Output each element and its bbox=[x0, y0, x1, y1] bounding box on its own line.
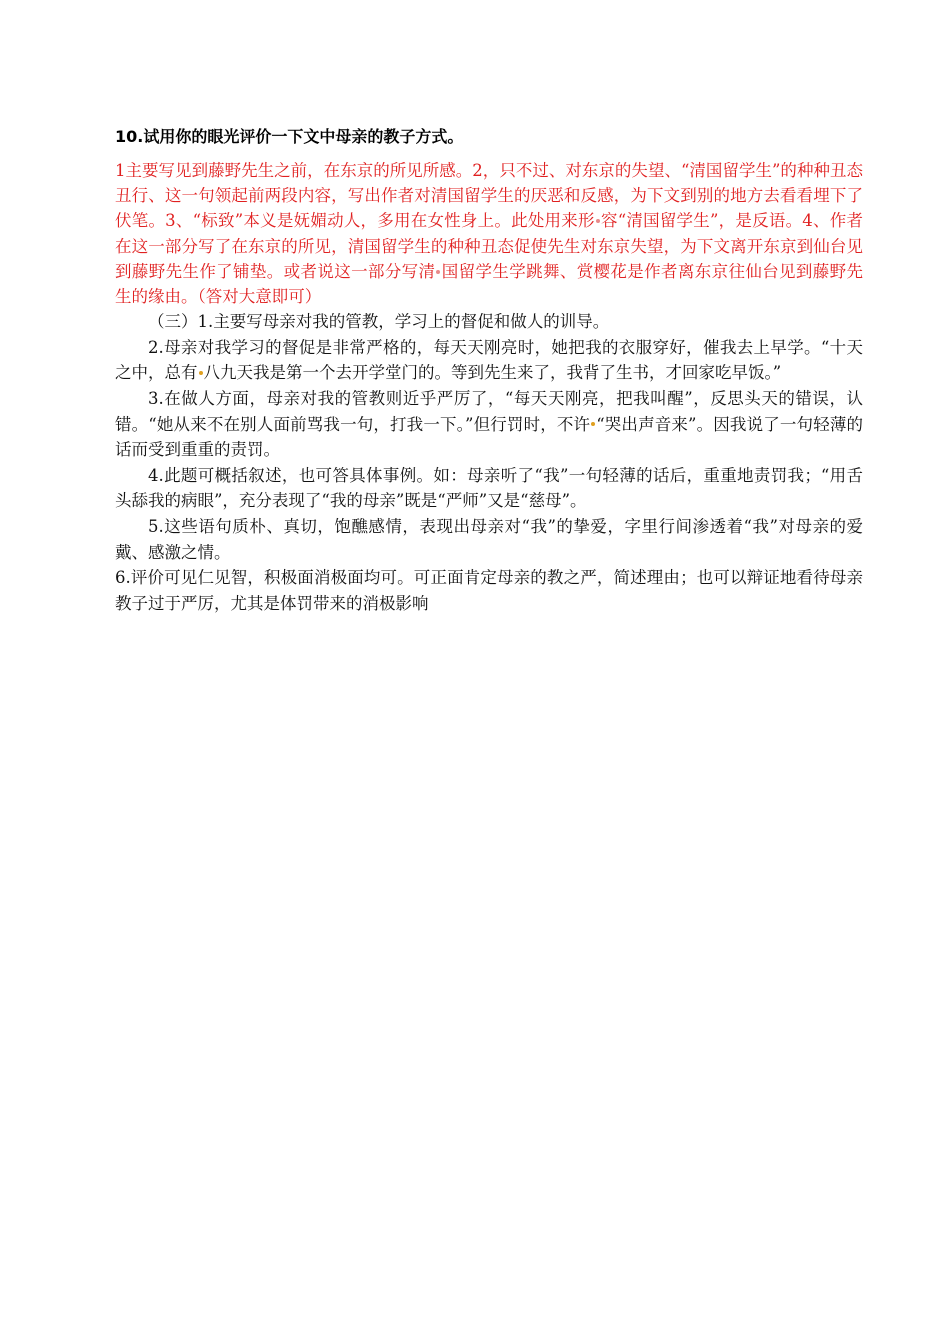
mark-dot bbox=[436, 270, 440, 274]
answer-1 bbox=[115, 309, 863, 335]
mark-dot bbox=[199, 371, 203, 375]
mark-dot bbox=[596, 219, 600, 223]
answer-3-text-a: 3.在做人方面，母亲对我的管教则近乎严厉了，“每天天刚亮，把我叫醒”，反思头天的错误，认错。“她从来不在别人面前骂我一句，打我一下。”但行罚时，不许 bbox=[115, 389, 863, 434]
answer-2 bbox=[115, 335, 863, 386]
answer-1-text: （三）1.主要写母亲对我的管教，学习上的督促和做人的训导。 bbox=[148, 312, 610, 332]
answer-5-text: 5.这些语句质朴、真切，饱醮感情，表现出母亲对“我”的挚爱，字里行间渗透着“我”对母亲的爱戴、感激之情。 bbox=[115, 516, 863, 562]
red-answer-part1: 1主要写见到藤野先生之前，在东京的所见所感。2，只不过、对东京的失望、“清国留学生”的种种丑态丑行、这一句领起前两段内容，写出作者对清国留学生的厌恶和反感，为下文到别的地方去看看埋下了伏笔。3、“标致”本义是妩媚动人，多用在女性身上。此处用来形 bbox=[115, 161, 863, 231]
answer-4 bbox=[115, 463, 863, 514]
red-answer-part2: 容“清国留学生”，是反语。4、作者在这一部分写了在东京的所见，清国留学生的种种丑态促使先生对东京失望，为下文离开东京到仙台见到藤野先生作了铺垫。或者说这一部分写清 bbox=[115, 211, 863, 281]
answer-4-text: 4.此题可概括叙述，也可答具体事例。如：母亲听了“我”一句轻薄的话后，重重地责罚我；“用舌头舔我的病眼”，充分表现了“我的母亲”既是“严师”又是“慈母”。 bbox=[115, 465, 863, 511]
question-text: 10.试用你的眼光评价一下文中母亲的教子方式。 bbox=[115, 127, 464, 146]
answer-2-text-a: 2.母亲对我学习的督促是非常严格的，每天天刚亮时，她把我的衣服穿好，催我去上早学。“十天之中，总有 bbox=[115, 337, 863, 383]
answer-6 bbox=[115, 565, 863, 616]
answer-2-text-b: 八九天我是第一个去开学堂门的。等到先生来了，我背了生书，才回家吃早饭。” bbox=[203, 363, 782, 383]
question-heading bbox=[115, 124, 863, 150]
red-answer-part3: 国留学生学跳舞、赏樱花是作者离东京往仙台见到藤野先生的缘由。（答对大意即可） bbox=[115, 261, 864, 307]
answer-3-text-b: “哭出声音来”。因我说了一句轻薄的话而受到重重的责罚。 bbox=[115, 414, 863, 460]
answer-5 bbox=[115, 514, 863, 565]
answer-6-text: 6.评价可见仁见智，积极面消极面均可。可正面肯定母亲的教之严，简述理由；也可以辩证地看待母亲教子过于严厉，尤其是体罚带来的消极影响 bbox=[115, 568, 863, 613]
red-answer-paragraph bbox=[115, 158, 863, 309]
mark-dot bbox=[591, 422, 595, 426]
answer-3 bbox=[115, 386, 863, 463]
document-content bbox=[115, 124, 863, 616]
